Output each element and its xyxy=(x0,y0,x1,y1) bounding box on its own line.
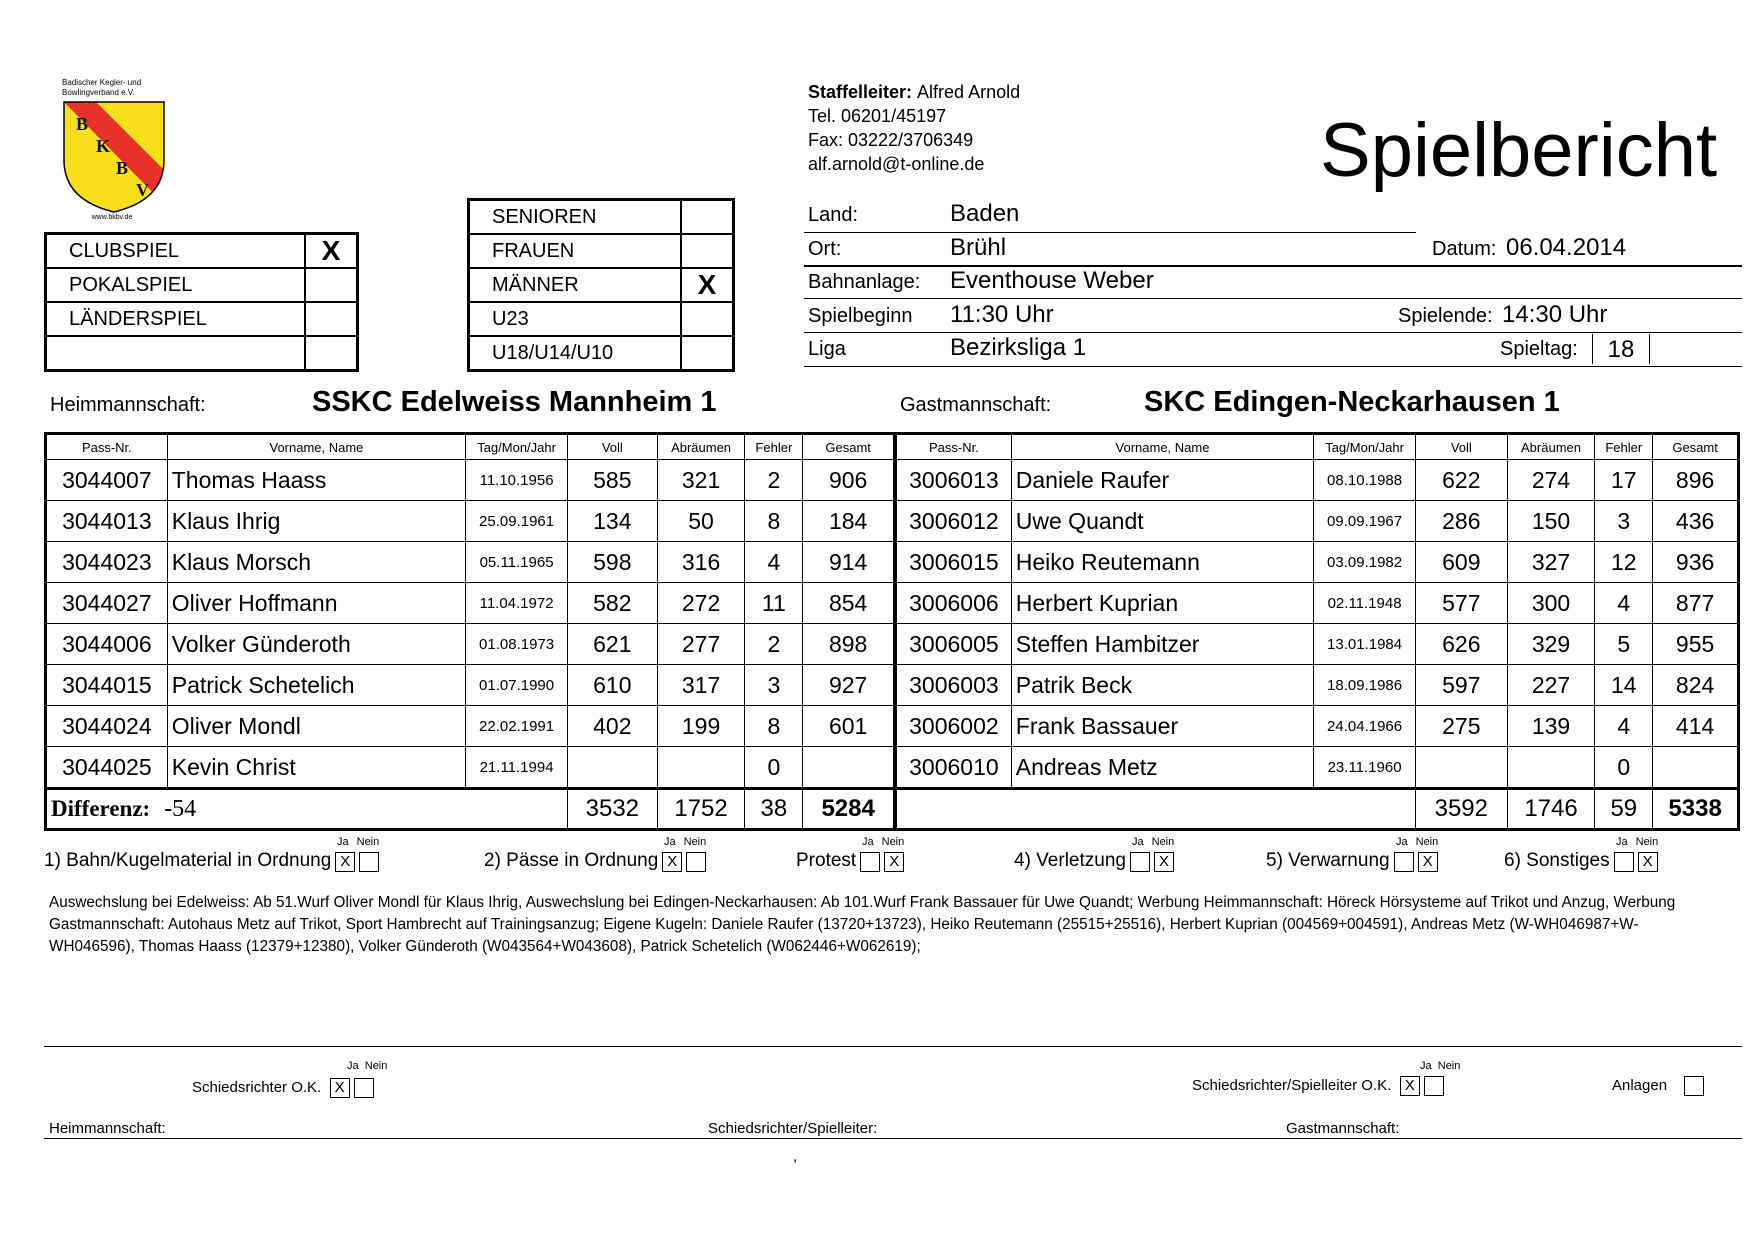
comma-mark: , xyxy=(793,1148,798,1165)
ja-header: Ja xyxy=(1616,836,1628,848)
game-type-row xyxy=(46,336,358,371)
check-ja-checkbox[interactable]: X xyxy=(662,852,682,872)
anlagen-label: Anlagen xyxy=(1612,1077,1668,1095)
ja-header: Ja xyxy=(1396,836,1408,848)
check-nein-checkbox[interactable]: X xyxy=(1638,852,1658,872)
cell-gesamt: 877 xyxy=(1653,583,1739,624)
column-header-name: Vorname, Name xyxy=(1011,434,1313,460)
player-row xyxy=(46,542,895,583)
spieltag-value: 18 xyxy=(1592,334,1650,364)
check-item xyxy=(1504,836,1658,872)
check-label: 2) Pässe in Ordnung xyxy=(484,850,659,871)
category-row xyxy=(469,268,734,302)
column-header-voll: Voll xyxy=(567,434,657,460)
cell-date: 09.09.1967 xyxy=(1314,501,1416,542)
logo-association-text: Badischer Kegler- und Bowlingverband e.V. xyxy=(62,78,142,97)
cell-abr: 316 xyxy=(657,542,745,583)
check-item xyxy=(44,836,379,872)
liga-label: Liga xyxy=(808,338,846,360)
cell-pass: 3044006 xyxy=(46,624,168,665)
cell-pass: 3006015 xyxy=(896,542,1012,583)
player-row xyxy=(896,501,1739,542)
check-label: 5) Verwarnung xyxy=(1266,850,1390,871)
cell-name: Volker Günderoth xyxy=(167,624,465,665)
datum-label: Datum: xyxy=(1432,238,1497,260)
player-row xyxy=(46,583,895,624)
game-type-mark-cell[interactable] xyxy=(305,336,358,371)
game-type-row xyxy=(46,234,358,269)
cell-date: 11.10.1956 xyxy=(466,460,568,501)
ende-label: Spielende: xyxy=(1398,305,1493,327)
cell-pass: 3044007 xyxy=(46,460,168,501)
category-row xyxy=(469,302,734,336)
land-value: Baden xyxy=(950,200,1020,227)
bkbv-logo xyxy=(62,78,172,230)
cell-date: 24.04.1966 xyxy=(1314,706,1416,747)
check-ja-nein-header xyxy=(862,836,904,848)
check-controls xyxy=(1504,850,1658,872)
cell-name: Klaus Morsch xyxy=(167,542,465,583)
cell-name: Uwe Quandt xyxy=(1011,501,1313,542)
cell-abr: 272 xyxy=(657,583,745,624)
nein-header: Nein xyxy=(881,836,905,848)
cell-name: Frank Bassauer xyxy=(1011,706,1313,747)
total-fehler: 38 xyxy=(745,789,803,830)
cell-pass: 3044015 xyxy=(46,665,168,706)
cell-date: 03.09.1982 xyxy=(1314,542,1416,583)
player-row xyxy=(46,624,895,665)
game-type-row xyxy=(46,268,358,302)
cell-fehler: 11 xyxy=(745,583,803,624)
shield-icon xyxy=(62,100,166,214)
logo-letter: B xyxy=(76,114,89,134)
column-header-fehler: Fehler xyxy=(745,434,803,460)
nein-header: Nein xyxy=(683,836,707,848)
cell-abr: 274 xyxy=(1507,460,1595,501)
player-row xyxy=(896,706,1739,747)
check-ja-checkbox[interactable] xyxy=(1394,852,1414,872)
cell-voll xyxy=(1415,747,1507,789)
cell-name: Patrik Beck xyxy=(1011,665,1313,706)
check-controls xyxy=(484,850,706,872)
cell-pass: 3006005 xyxy=(896,624,1012,665)
cell-fehler: 3 xyxy=(745,665,803,706)
difference-cell xyxy=(46,789,568,830)
total-gesamt: 5338 xyxy=(1653,789,1739,830)
player-row xyxy=(896,542,1739,583)
column-header-date: Tag/Mon/Jahr xyxy=(466,434,568,460)
check-ja-nein-header xyxy=(1616,836,1658,848)
column-header-name: Vorname, Name xyxy=(167,434,465,460)
ref-ok-nein-header: Nein xyxy=(364,1060,388,1072)
cell-abr xyxy=(1507,747,1595,789)
cell-date: 22.02.1991 xyxy=(466,706,568,747)
check-nein-checkbox[interactable] xyxy=(359,852,379,872)
cell-name: Oliver Mondl xyxy=(167,706,465,747)
cell-voll: 626 xyxy=(1415,624,1507,665)
cell-abr: 327 xyxy=(1507,542,1595,583)
cell-pass: 3044024 xyxy=(46,706,168,747)
game-type-label xyxy=(46,336,306,371)
cell-fehler: 4 xyxy=(1595,583,1653,624)
total-abr: 1752 xyxy=(657,789,745,830)
cell-name: Thomas Haass xyxy=(167,460,465,501)
cell-name: Patrick Schetelich xyxy=(167,665,465,706)
column-header-fehler: Fehler xyxy=(1595,434,1653,460)
ref-lead-ok-nein-header: Nein xyxy=(1437,1060,1461,1072)
ort-label: Ort: xyxy=(808,238,842,260)
check-item xyxy=(1014,836,1174,872)
column-header-gesamt: Gesamt xyxy=(803,434,895,460)
total-blank xyxy=(896,789,1416,830)
game-type-label: LÄNDERSPIEL xyxy=(46,302,306,336)
category-mark-cell[interactable]: X xyxy=(681,268,734,302)
column-header-date: Tag/Mon/Jahr xyxy=(1314,434,1416,460)
leader-name: Alfred Arnold xyxy=(917,82,1021,102)
ende-value: 14:30 Uhr xyxy=(1502,301,1608,328)
category-mark-cell[interactable] xyxy=(681,336,734,371)
column-header-abr: Abräumen xyxy=(657,434,745,460)
cell-voll xyxy=(567,747,657,789)
cell-fehler: 2 xyxy=(745,624,803,665)
cell-voll: 275 xyxy=(1415,706,1507,747)
cell-gesamt: 414 xyxy=(1653,706,1739,747)
category-label: U18/U14/U10 xyxy=(469,336,682,371)
logo-letter: K xyxy=(96,136,111,156)
category-row xyxy=(469,234,734,268)
cell-pass: 3044013 xyxy=(46,501,168,542)
cell-fehler: 0 xyxy=(745,747,803,789)
check-ja-nein-header xyxy=(664,836,706,848)
ref-lead-ok-ja-header: Ja xyxy=(1420,1060,1432,1072)
cell-pass: 3044025 xyxy=(46,747,168,789)
check-label: 4) Verletzung xyxy=(1014,850,1126,871)
cell-date: 02.11.1948 xyxy=(1314,583,1416,624)
leader-label: Staffelleiter: xyxy=(808,82,913,102)
check-label: Protest xyxy=(796,850,857,871)
category-mark-cell[interactable] xyxy=(681,302,734,336)
cell-voll: 621 xyxy=(567,624,657,665)
cell-abr: 139 xyxy=(1507,706,1595,747)
cell-voll: 622 xyxy=(1415,460,1507,501)
player-row xyxy=(46,460,895,501)
cell-voll: 598 xyxy=(567,542,657,583)
check-nein-checkbox[interactable] xyxy=(686,852,706,872)
cell-date: 01.07.1990 xyxy=(466,665,568,706)
cell-name: Herbert Kuprian xyxy=(1011,583,1313,624)
ja-header: Ja xyxy=(664,836,676,848)
player-row xyxy=(896,747,1739,789)
page-title: Spielbericht xyxy=(1320,108,1718,193)
guest-label: Gastmannschaft: xyxy=(900,394,1052,416)
cell-gesamt: 936 xyxy=(1653,542,1739,583)
guest-score-table xyxy=(894,432,1740,831)
category-box xyxy=(467,198,735,372)
cell-fehler: 14 xyxy=(1595,665,1653,706)
check-label: 1) Bahn/Kugelmaterial in Ordnung xyxy=(44,850,332,871)
ja-header: Ja xyxy=(1132,836,1144,848)
cell-date: 21.11.1994 xyxy=(466,747,568,789)
ort-value: Brühl xyxy=(950,234,1007,261)
column-header-voll: Voll xyxy=(1415,434,1507,460)
check-ja-nein-header xyxy=(337,836,379,848)
cell-voll: 609 xyxy=(1415,542,1507,583)
nein-header: Nein xyxy=(356,836,380,848)
cell-gesamt xyxy=(803,747,895,789)
cell-gesamt: 436 xyxy=(1653,501,1739,542)
cell-pass: 3006002 xyxy=(896,706,1012,747)
spieltag-label: Spieltag: xyxy=(1500,338,1578,360)
cell-fehler: 17 xyxy=(1595,460,1653,501)
ref-ok-ja-header: Ja xyxy=(347,1060,359,1072)
cell-date: 05.11.1965 xyxy=(466,542,568,583)
ja-header: Ja xyxy=(862,836,874,848)
anlagen-checkbox[interactable] xyxy=(1684,1076,1704,1096)
cell-pass: 3006003 xyxy=(896,665,1012,706)
cell-gesamt: 854 xyxy=(803,583,895,624)
beginn-label: Spielbeginn xyxy=(808,305,913,327)
check-item xyxy=(484,836,706,872)
home-score-table xyxy=(44,432,896,831)
cell-fehler: 3 xyxy=(1595,501,1653,542)
check-controls xyxy=(796,850,904,872)
total-voll: 3532 xyxy=(567,789,657,830)
home-team-name: SSKC Edelweiss Mannheim 1 xyxy=(312,386,717,418)
check-controls xyxy=(1266,850,1438,872)
cell-date: 23.11.1960 xyxy=(1314,747,1416,789)
cell-voll: 134 xyxy=(567,501,657,542)
category-mark-cell[interactable] xyxy=(681,234,734,268)
cell-name: Klaus Ihrig xyxy=(167,501,465,542)
game-type-row xyxy=(46,302,358,336)
cell-date: 08.10.1988 xyxy=(1314,460,1416,501)
player-row xyxy=(46,501,895,542)
player-row xyxy=(896,665,1739,706)
cell-abr: 150 xyxy=(1507,501,1595,542)
category-label: FRAUEN xyxy=(469,234,682,268)
cell-abr: 321 xyxy=(657,460,745,501)
cell-pass: 3006013 xyxy=(896,460,1012,501)
cell-abr: 50 xyxy=(657,501,745,542)
cell-fehler: 4 xyxy=(745,542,803,583)
referee-signature-label: Schiedsrichter/Spielleiter: xyxy=(708,1120,878,1137)
leader-email: alf.arnold@t-online.de xyxy=(808,154,985,174)
cell-abr: 329 xyxy=(1507,624,1595,665)
cell-voll: 585 xyxy=(567,460,657,501)
total-fehler: 59 xyxy=(1595,789,1653,830)
cell-date: 13.01.1984 xyxy=(1314,624,1416,665)
total-voll: 3592 xyxy=(1415,789,1507,830)
check-controls xyxy=(1014,850,1174,872)
check-item xyxy=(1266,836,1438,872)
game-type-label: CLUBSPIEL xyxy=(46,234,306,269)
check-controls xyxy=(44,850,379,872)
ref-lead-ok-ja-checkbox[interactable]: X xyxy=(1400,1076,1420,1096)
remarks-text: Auswechslung bei Edelweiss: Ab 51.Wurf Oliver Mondl für Klaus Ihrig, Auswechslung bei Edingen-Neckarhausen: Ab 101.Wurf Frank Bassauer für Uwe Quandt; Werbung Heimmannschaft: Höreck Hörsysteme auf Trikot und Anzug, Werbung Gastmannschaft: Autohaus Metz auf Trikot, Sport Hambrecht auf Trainingsanzug; Eigene Kugeln: Daniele Raufer (13720+13723), Heiko Reutemann (25515+25516), Herbert Kuprian (004569+004591), Andreas Metz (W-WH046987+W-WH046596), Thomas Haass (12379+12380), Volker Günderoth (W043564+W043608), Patrick Schetelich (W062446+W062619); xyxy=(49,894,1676,955)
total-row xyxy=(46,789,895,830)
cell-voll: 610 xyxy=(567,665,657,706)
cell-name: Daniele Raufer xyxy=(1011,460,1313,501)
bahn-value: Eventhouse Weber xyxy=(950,267,1154,294)
cell-gesamt: 898 xyxy=(803,624,895,665)
cell-abr xyxy=(657,747,745,789)
difference-value: -54 xyxy=(164,796,197,822)
game-type-box xyxy=(44,232,359,372)
cell-voll: 577 xyxy=(1415,583,1507,624)
check-ja-nein-header xyxy=(1132,836,1174,848)
cell-gesamt: 824 xyxy=(1653,665,1739,706)
column-header-pass: Pass-Nr. xyxy=(46,434,168,460)
column-header-abr: Abräumen xyxy=(1507,434,1595,460)
check-ja-checkbox[interactable] xyxy=(1614,852,1634,872)
cell-abr: 317 xyxy=(657,665,745,706)
total-abr: 1746 xyxy=(1507,789,1595,830)
cell-abr: 199 xyxy=(657,706,745,747)
cell-fehler: 8 xyxy=(745,706,803,747)
column-header-gesamt: Gesamt xyxy=(1653,434,1739,460)
game-type-label: POKALSPIEL xyxy=(46,268,306,302)
cell-voll: 597 xyxy=(1415,665,1507,706)
beginn-value: 11:30 Uhr xyxy=(950,301,1054,328)
check-nein-checkbox[interactable]: X xyxy=(1154,852,1174,872)
cell-pass: 3044027 xyxy=(46,583,168,624)
ja-header: Ja xyxy=(337,836,349,848)
cell-date: 25.09.1961 xyxy=(466,501,568,542)
ref-ok-label: Schiedsrichter O.K. xyxy=(192,1079,322,1097)
total-gesamt: 5284 xyxy=(803,789,895,830)
nein-header: Nein xyxy=(1151,836,1175,848)
cell-gesamt: 896 xyxy=(1653,460,1739,501)
check-nein-checkbox[interactable]: X xyxy=(1418,852,1438,872)
cell-fehler: 12 xyxy=(1595,542,1653,583)
cell-voll: 582 xyxy=(567,583,657,624)
cell-name: Kevin Christ xyxy=(167,747,465,789)
logo-letter: B xyxy=(116,158,129,178)
player-row xyxy=(896,624,1739,665)
cell-date: 18.09.1986 xyxy=(1314,665,1416,706)
contact-block xyxy=(808,80,1020,176)
check-ja-nein-header xyxy=(1396,836,1438,848)
cell-pass: 3006012 xyxy=(896,501,1012,542)
cell-gesamt: 955 xyxy=(1653,624,1739,665)
cell-abr: 300 xyxy=(1507,583,1595,624)
player-row xyxy=(46,747,895,789)
bahn-label: Bahnanlage: xyxy=(808,271,921,293)
cell-pass: 3006006 xyxy=(896,583,1012,624)
cell-fehler: 0 xyxy=(1595,747,1653,789)
cell-abr: 277 xyxy=(657,624,745,665)
land-label: Land: xyxy=(808,204,859,226)
cell-gesamt xyxy=(1653,747,1739,789)
cell-name: Andreas Metz xyxy=(1011,747,1313,789)
player-row xyxy=(46,706,895,747)
guest-team-name: SKC Edingen-Neckarhausen 1 xyxy=(1144,386,1560,418)
player-row xyxy=(896,460,1739,501)
category-mark-cell[interactable] xyxy=(681,200,734,235)
category-label: SENIOREN xyxy=(469,200,682,235)
home-label: Heimmannschaft: xyxy=(50,394,206,416)
cell-fehler: 4 xyxy=(1595,706,1653,747)
ref-ok-ja-checkbox[interactable]: X xyxy=(330,1078,350,1098)
cell-voll: 402 xyxy=(567,706,657,747)
column-header-pass: Pass-Nr. xyxy=(896,434,1012,460)
cell-gesamt: 906 xyxy=(803,460,895,501)
cell-date: 01.08.1973 xyxy=(466,624,568,665)
game-type-mark-cell[interactable] xyxy=(305,302,358,336)
cell-fehler: 2 xyxy=(745,460,803,501)
cell-pass: 3006010 xyxy=(896,747,1012,789)
cell-name: Steffen Hambitzer xyxy=(1011,624,1313,665)
check-ja-checkbox[interactable] xyxy=(1130,852,1150,872)
checks-row xyxy=(44,836,1744,876)
total-row xyxy=(896,789,1739,830)
category-label: MÄNNER xyxy=(469,268,682,302)
cell-fehler: 5 xyxy=(1595,624,1653,665)
liga-value: Bezirksliga 1 xyxy=(950,334,1087,361)
cell-voll: 286 xyxy=(1415,501,1507,542)
nein-header: Nein xyxy=(1415,836,1439,848)
datum-value: 06.04.2014 xyxy=(1506,234,1627,261)
cell-gesamt: 927 xyxy=(803,665,895,706)
anlagen-group xyxy=(1612,1076,1704,1096)
cell-name: Heiko Reutemann xyxy=(1011,542,1313,583)
ref-lead-ok-nein-checkbox[interactable] xyxy=(1424,1076,1444,1096)
check-nein-checkbox[interactable]: X xyxy=(884,852,904,872)
cell-pass: 3044023 xyxy=(46,542,168,583)
cell-abr: 227 xyxy=(1507,665,1595,706)
home-signature-label: Heimmannschaft: xyxy=(49,1120,166,1137)
cell-gesamt: 184 xyxy=(803,501,895,542)
ref-lead-ok-label: Schiedsrichter/Spielleiter O.K. xyxy=(1192,1077,1392,1095)
category-row xyxy=(469,200,734,235)
category-label: U23 xyxy=(469,302,682,336)
cell-name: Oliver Hoffmann xyxy=(167,583,465,624)
game-type-mark-cell[interactable]: X xyxy=(305,234,358,269)
player-row xyxy=(896,583,1739,624)
difference-label: Differenz: xyxy=(51,796,151,821)
guest-signature-label: Gastmannschaft: xyxy=(1286,1120,1400,1137)
logo-url: www.bkbv.de xyxy=(91,214,133,221)
cell-gesamt: 914 xyxy=(803,542,895,583)
check-item xyxy=(796,836,904,872)
check-ja-checkbox[interactable]: X xyxy=(335,852,355,872)
nein-header: Nein xyxy=(1635,836,1659,848)
cell-fehler: 8 xyxy=(745,501,803,542)
leader-tel: Tel. 06201/45197 xyxy=(808,106,947,126)
player-row xyxy=(46,665,895,706)
ref-ok-nein-checkbox[interactable] xyxy=(354,1078,374,1098)
check-label: 6) Sonstiges xyxy=(1504,850,1610,871)
leader-fax: Fax: 03222/3706349 xyxy=(808,130,974,150)
game-type-mark-cell[interactable] xyxy=(305,268,358,302)
logo-letter: V xyxy=(136,180,149,200)
cell-gesamt: 601 xyxy=(803,706,895,747)
cell-date: 11.04.1972 xyxy=(466,583,568,624)
check-ja-checkbox[interactable] xyxy=(860,852,880,872)
category-row xyxy=(469,336,734,371)
